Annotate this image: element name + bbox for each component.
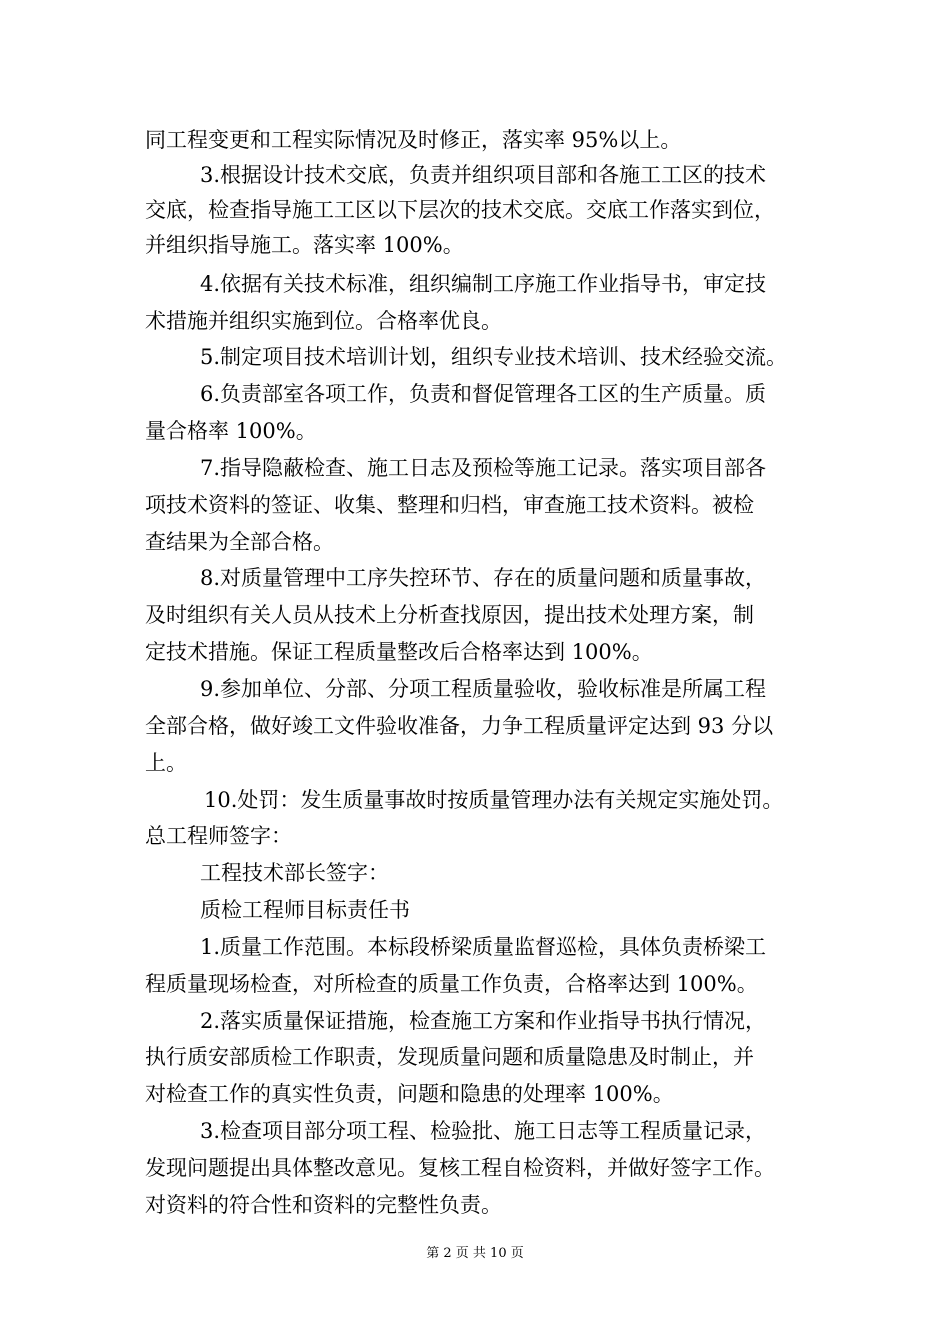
text-line: 3.根据设计技术交底，负责并组织项目部和各施工工区的技术 (200, 163, 767, 187)
text-line: 执行质安部质检工作职责，发现质量问题和质量隐患及时制止，并 (145, 1045, 754, 1069)
page-footer (0, 1245, 950, 1263)
text-line: 同工程变更和工程实际情况及时修正，落实率 95%以上。 (145, 128, 682, 152)
text-line: 质检工程师目标责任书 (200, 898, 410, 922)
text-line: 定技术措施。保证工程质量整改后合格率达到 100%。 (145, 640, 653, 664)
text-line: 交底，检查指导施工工区以下层次的技术交底。交底工作落实到位， (145, 198, 775, 222)
text-line: 查结果为全部合格。 (145, 530, 334, 554)
page-number-label: 第 2 页 共 10 页 (426, 1246, 524, 1261)
text-line: 1.质量工作范围。本标段桥梁质量监督巡检，具体负责桥梁工 (200, 935, 767, 959)
text-line: 工程技术部长签字： (200, 861, 389, 885)
text-line: 对检查工作的真实性负责，问题和隐患的处理率 100%。 (145, 1082, 674, 1106)
text-line: 2.落实质量保证措施，检查施工方案和作业指导书执行情况， (200, 1009, 767, 1033)
text-line: 量合格率 100%。 (145, 419, 317, 443)
text-line: 上。 (145, 751, 187, 775)
text-line: 术措施并组织实施到位。合格率优良。 (145, 309, 502, 333)
text-line: 7.指导隐蔽检查、施工日志及预检等施工记录。落实项目部各 (200, 456, 767, 480)
text-line: 项技术资料的签证、收集、整理和归档，审查施工技术资料。被检 (145, 493, 754, 517)
text-line: 发现问题提出具体整改意见。复核工程自检资料，并做好签字工作。 (145, 1156, 775, 1180)
text-line: 6.负责部室各项工作，负责和督促管理各工区的生产质量。质 (200, 382, 767, 406)
text-line: 全部合格，做好竣工文件验收准备，力争工程质量评定达到 93 分以 (145, 714, 774, 738)
text-line: 8.对质量管理中工序失控环节、存在的质量问题和质量事故， (200, 566, 767, 590)
text-line: 10.处罚：发生质量事故时按质量管理办法有关规定实施处罚。 (204, 788, 784, 812)
text-line: 程质量现场检查，对所检查的质量工作负责，合格率达到 100%。 (145, 972, 758, 996)
text-line: 并组织指导施工。落实率 100%。 (145, 233, 464, 257)
text-line: 及时组织有关人员从技术上分析查找原因，提出技术处理方案，制 (145, 603, 754, 627)
text-line: 3.检查项目部分项工程、检验批、施工日志等工程质量记录， (200, 1119, 767, 1143)
text-line: 5.制定项目技术培训计划，组织专业技术培训、技术经验交流。 (200, 345, 788, 369)
text-line: 对资料的符合性和资料的完整性负责。 (145, 1193, 502, 1217)
text-line: 9.参加单位、分部、分项工程质量验收，验收标准是所属工程 (200, 677, 767, 701)
text-line: 总工程师签字： (145, 824, 292, 848)
text-line: 4.依据有关技术标准，组织编制工序施工作业指导书，审定技 (200, 272, 767, 296)
